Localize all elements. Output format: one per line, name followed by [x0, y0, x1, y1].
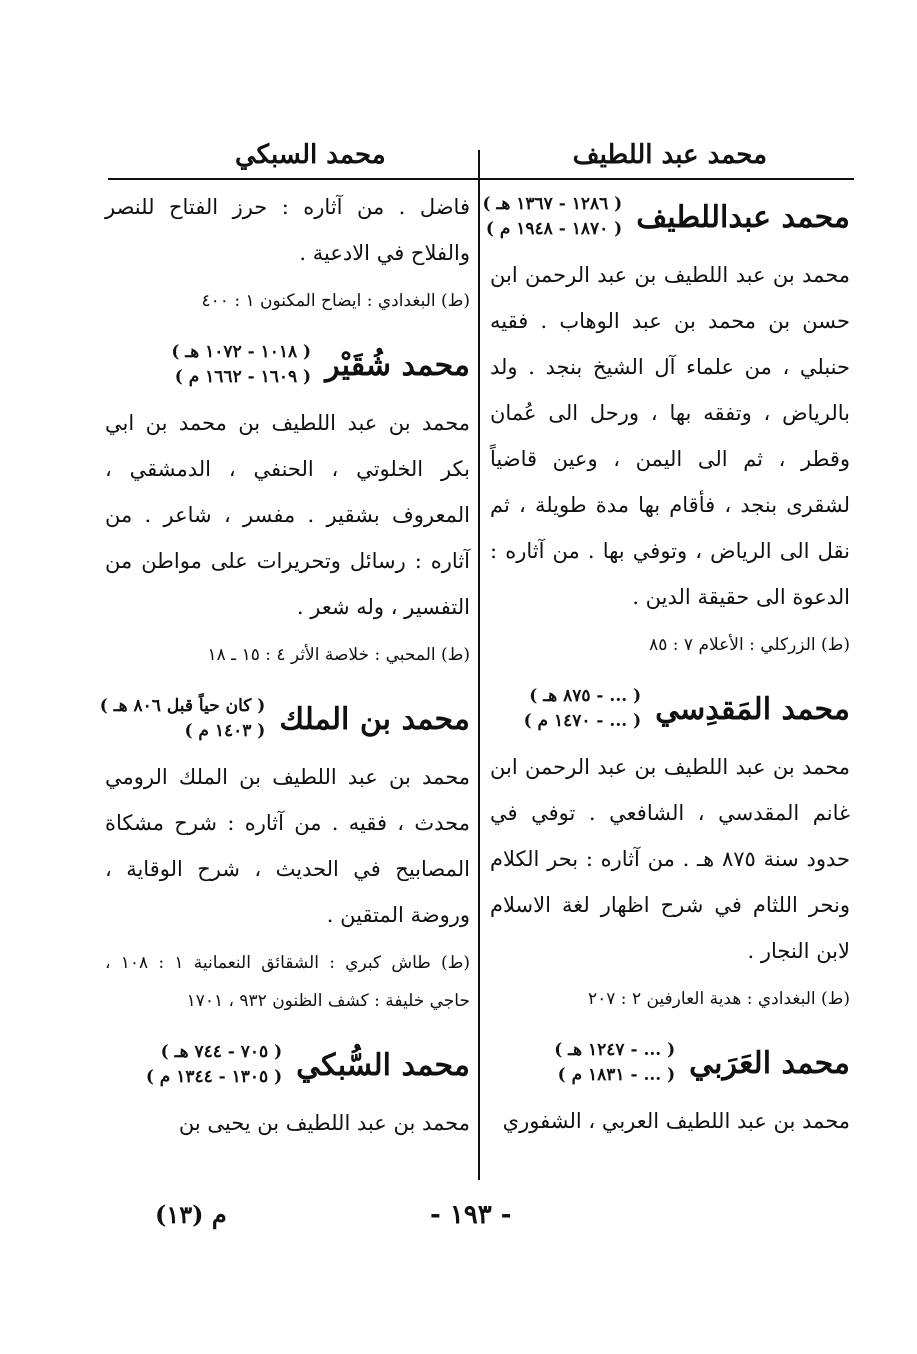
left-column — [99, 184, 471, 1146]
gregorian-dates: ( ... - ١٤٧٠ م ) — [523, 711, 642, 731]
entry-heading — [490, 684, 850, 734]
entry-source: (ط) طاش كبري : الشقائق النعمانية ١ : ١٠٨ ، حاجي خليفة : كشف الظنون ٩٣٢ ، ١٧٠١ — [105, 953, 471, 1011]
entry-name: محمد المَقدِسي — [655, 691, 850, 727]
continued-text: فاضل . من آثاره : حرز الفتاح للنصر والفلاح في الادعية . — [105, 195, 470, 265]
entry-text: محمد بن عبد اللطيف بن عبد الرحمن ابن غانم المقدسي ، الشافعي . توفي في حدود سنة ٨٧٥ هـ . من آثاره : بحر الكلام ونحر اللثام في شرح اظهار لغة الاسلام لابن النجار . — [490, 755, 850, 963]
entry-name: محمد العَرَبي — [689, 1045, 850, 1081]
gregorian-dates: ( ١٣٠٥ - ١٣٤٤ م ) — [145, 1067, 283, 1087]
hijri-dates: ( كان حياً قبل ٨٠٦ هـ ) — [99, 696, 266, 716]
column-divider — [478, 150, 480, 1180]
entry-muhammad-shuqayr — [105, 340, 470, 674]
entry-heading — [105, 1040, 470, 1090]
entry-dates — [524, 684, 642, 734]
entry-muhammad-almaqdisi — [490, 684, 850, 1018]
entry-source: (ط) المحبي : خلاصة الأثر ٤ : ١٥ ـ ١٨ — [207, 645, 470, 665]
hijri-dates: ( ١٠١٨ - ١٠٧٢ هـ ) — [171, 342, 312, 362]
entry-text: محمد بن عبد اللطيف بن محمد بن ابي بكر الخلوتي ، الحنفي ، الدمشقي ، المعروف بشقير . مفسر ، شاعر . من آثاره : رسائل وتحريرات على مواطن من التفسير ، وله شعر . — [105, 411, 470, 619]
entry-muhammad-alsubki — [105, 1040, 470, 1146]
right-column — [482, 184, 850, 1144]
hijri-dates: ( ٧٠٥ - ٧٤٤ هـ ) — [160, 1042, 283, 1062]
entry-dates — [482, 192, 622, 242]
entry-text: محمد بن عبد اللطيف بن عبد الرحمن ابن حسن بن محمد بن عبد الوهاب . فقيه حنبلي ، من علماء آل الشيخ بنجد . ولد بالرياض ، وتفقه بها ، ورحل الى عُمان وقطر ، ثم الى اليمن ، وعين قاضياً لشقرى بنجد ، فأقام بها مدة طويلة ، ثم نقل الى الرياض ، وتوفي بها . من آثاره : الدعوة الى حقيقة الدين . — [490, 263, 850, 609]
entry-heading — [482, 192, 850, 242]
entry-text: محمد بن عبد اللطيف بن الملك الرومي محدث ، فقيه . من آثاره : شرح مشكاة المصابيح في الحديث ، شرح الوقاية ، وروضة المتقين . — [105, 765, 470, 927]
entry-name: محمد بن الملك — [279, 701, 470, 737]
gregorian-dates: ( ١٤٠٣ م ) — [184, 721, 266, 741]
entry-dates — [554, 1038, 675, 1088]
hijri-dates: ( ١٢٨٦ - ١٣٦٧ هـ ) — [482, 194, 623, 214]
entry-heading — [105, 340, 470, 390]
entry-name: محمد السُّبكي — [296, 1047, 470, 1083]
gregorian-dates: ( ١٨٧٠ - ١٩٤٨ م ) — [485, 219, 623, 239]
entry-source: (ط) الزركلي : الأعلام ٧ : ٨٥ — [649, 635, 850, 655]
entry-muhammad-alarabi — [490, 1038, 850, 1144]
running-head-left: محمد السبكي — [235, 140, 386, 170]
continued-source: (ط) البغدادي : ايضاح المكنون ١ : ٤٠٠ — [201, 291, 470, 311]
entry-text: محمد بن عبد اللطيف العربي ، الشفوري — [502, 1109, 850, 1133]
entry-text: محمد بن عبد اللطيف بن يحيى بن — [178, 1111, 470, 1135]
signature-mark: م (١٣) — [155, 1200, 227, 1229]
entry-source: (ط) البغدادي : هدية العارفين ٢ : ٢٠٧ — [587, 989, 850, 1009]
entry-name: محمد عبداللطيف — [636, 199, 850, 235]
entry-heading — [490, 1038, 850, 1088]
entry-heading — [99, 694, 470, 744]
entry-dates — [171, 340, 311, 390]
header-rule — [108, 178, 854, 180]
hijri-dates: ( ... - ٨٧٥ هـ ) — [529, 686, 642, 706]
entry-dates — [100, 694, 266, 744]
entry-dates — [146, 1040, 282, 1090]
hijri-dates: ( ... - ١٢٤٧ هـ ) — [554, 1040, 676, 1060]
page-number: - ١٩٣ - — [430, 1200, 512, 1230]
entry-muhammad-ibn-almalik — [99, 694, 471, 1020]
entry-name: محمد شُقَيْر — [325, 347, 470, 383]
gregorian-dates: ( ... - ١٨٣١ م ) — [557, 1065, 676, 1085]
entry-muhammad-abdullatif — [482, 192, 850, 664]
running-head-right: محمد عبد اللطيف — [572, 140, 767, 170]
gregorian-dates: ( ١٦٠٩ - ١٦٦٢ م ) — [174, 367, 312, 387]
